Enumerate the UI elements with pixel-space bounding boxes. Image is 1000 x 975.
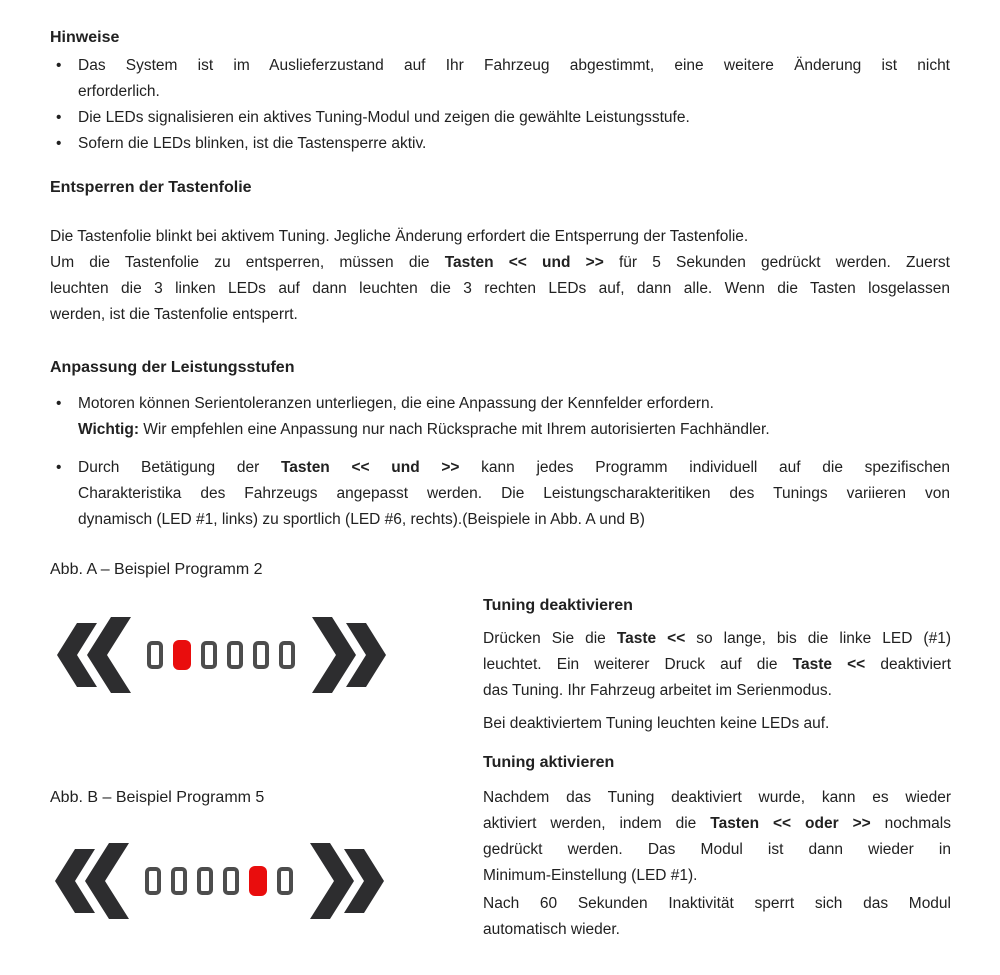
anpassung-bullet-1 bbox=[50, 391, 950, 443]
led-6 bbox=[279, 641, 295, 669]
text-line: Bei deaktiviertem Tuning leuchten keine LEDs auf. bbox=[483, 715, 830, 732]
chevrons-right-icon bbox=[310, 843, 384, 919]
aktivieren-paragraph-1 bbox=[483, 785, 951, 889]
bullet-item bbox=[50, 391, 950, 443]
deaktivieren-paragraph-2 bbox=[483, 711, 951, 737]
figure-a bbox=[57, 617, 386, 693]
deaktivieren-paragraph-1 bbox=[483, 626, 951, 704]
aktivieren-paragraph-2 bbox=[483, 891, 951, 943]
led-5-active bbox=[249, 866, 267, 896]
text-line: automatisch wieder. bbox=[483, 921, 620, 938]
figure-a-caption: Abb. A – Beispiel Programm 2 bbox=[50, 561, 263, 578]
text-line: leuchtet. Ein weiterer Druck auf die Taste << deaktiviert bbox=[483, 656, 951, 673]
text-line: • Sofern die LEDs blinken, ist die Tastensperre aktiv. bbox=[78, 135, 427, 152]
text-line: • Motoren können Serientoleranzen unterliegen, die eine Anpassung der Kennfelder erfordern. bbox=[78, 395, 714, 412]
led-6 bbox=[277, 867, 293, 895]
led-1 bbox=[147, 641, 163, 669]
bullet-item bbox=[50, 131, 950, 157]
text-line: Charakteristika des Fahrzeugs angepasst werden. Die Leistungscharakteritiken des Tunings variieren von bbox=[78, 485, 950, 502]
chevrons-right-icon bbox=[312, 617, 386, 693]
text-line: aktiviert werden, indem die Tasten << oder >> nochmals bbox=[483, 815, 951, 832]
bullet-item bbox=[50, 53, 950, 105]
led-3 bbox=[197, 867, 213, 895]
hinweise-bullet-list bbox=[50, 53, 950, 157]
led-4 bbox=[227, 641, 243, 669]
text-line: Nach 60 Sekunden Inaktivität sperrt sich das Modul bbox=[483, 895, 951, 912]
text-line: werden, ist die Tastenfolie entsperrt. bbox=[50, 306, 298, 323]
text-line: Minimum-Einstellung (LED #1). bbox=[483, 867, 698, 884]
text-line: leuchten die 3 linken LEDs auf dann leuchten die 3 rechten LEDs auf, dann alle. Wenn die Tasten losgelassen bbox=[50, 280, 950, 297]
text-line: dynamisch (LED #1, links) zu sportlich (LED #6, rechts).(Beispiele in Abb. A und B) bbox=[78, 511, 645, 528]
text-line: • Die LEDs signalisieren ein aktives Tuning-Modul und zeigen die gewählte Leistungsstufe. bbox=[78, 109, 690, 126]
led-5 bbox=[253, 641, 269, 669]
led-strip-a bbox=[147, 640, 295, 670]
text-line: Wichtig: Wir empfehlen eine Anpassung nur nach Rücksprache mit Ihrem autorisierten Fachhändler. bbox=[78, 421, 770, 438]
text-line: • Durch Betätigung der Tasten << und >> kann jedes Programm individuell auf die spezifischen bbox=[78, 459, 950, 476]
chevrons-left-icon bbox=[57, 617, 131, 693]
text-line: erforderlich. bbox=[78, 83, 160, 100]
text-line: Nachdem das Tuning deaktiviert wurde, kann es wieder bbox=[483, 789, 951, 806]
led-2-active bbox=[173, 640, 191, 670]
led-3 bbox=[201, 641, 217, 669]
bullet-item bbox=[50, 105, 950, 131]
chevrons-left-icon bbox=[55, 843, 129, 919]
entsperren-paragraph bbox=[50, 224, 950, 328]
bullet-item bbox=[50, 455, 950, 533]
section-title-hinweise: Hinweise bbox=[50, 29, 120, 46]
text-line: das Tuning. Ihr Fahrzeug arbeitet im Serienmodus. bbox=[483, 682, 832, 699]
figure-b-caption: Abb. B – Beispiel Programm 5 bbox=[50, 789, 265, 806]
text-line: Drücken Sie die Taste << so lange, bis die linke LED (#1) bbox=[483, 630, 951, 647]
text-line: gedrückt werden. Das Modul ist dann wieder in bbox=[483, 841, 951, 858]
led-1 bbox=[145, 867, 161, 895]
section-title-entsperren: Entsperren der Tastenfolie bbox=[50, 179, 252, 196]
text-line: Die Tastenfolie blinkt bei aktivem Tuning. Jegliche Änderung erfordert die Entsperrung der Tastenfolie. bbox=[50, 228, 749, 245]
led-4 bbox=[223, 867, 239, 895]
figure-b bbox=[55, 843, 384, 919]
text-line: Um die Tastenfolie zu entsperren, müssen die Tasten << und >> für 5 Sekunden gedrückt werden. Zuerst bbox=[50, 254, 950, 271]
section-title-anpassung: Anpassung der Leistungsstufen bbox=[50, 359, 295, 376]
section-title-aktivieren: Tuning aktivieren bbox=[483, 754, 615, 771]
led-2 bbox=[171, 867, 187, 895]
anpassung-bullet-2 bbox=[50, 455, 950, 533]
text-line: • Das System ist im Auslieferzustand auf Ihr Fahrzeug abgestimmt, eine weitere Änderung ist nicht bbox=[78, 57, 950, 74]
led-strip-b bbox=[145, 866, 293, 896]
section-title-deaktivieren: Tuning deaktivieren bbox=[483, 597, 633, 614]
